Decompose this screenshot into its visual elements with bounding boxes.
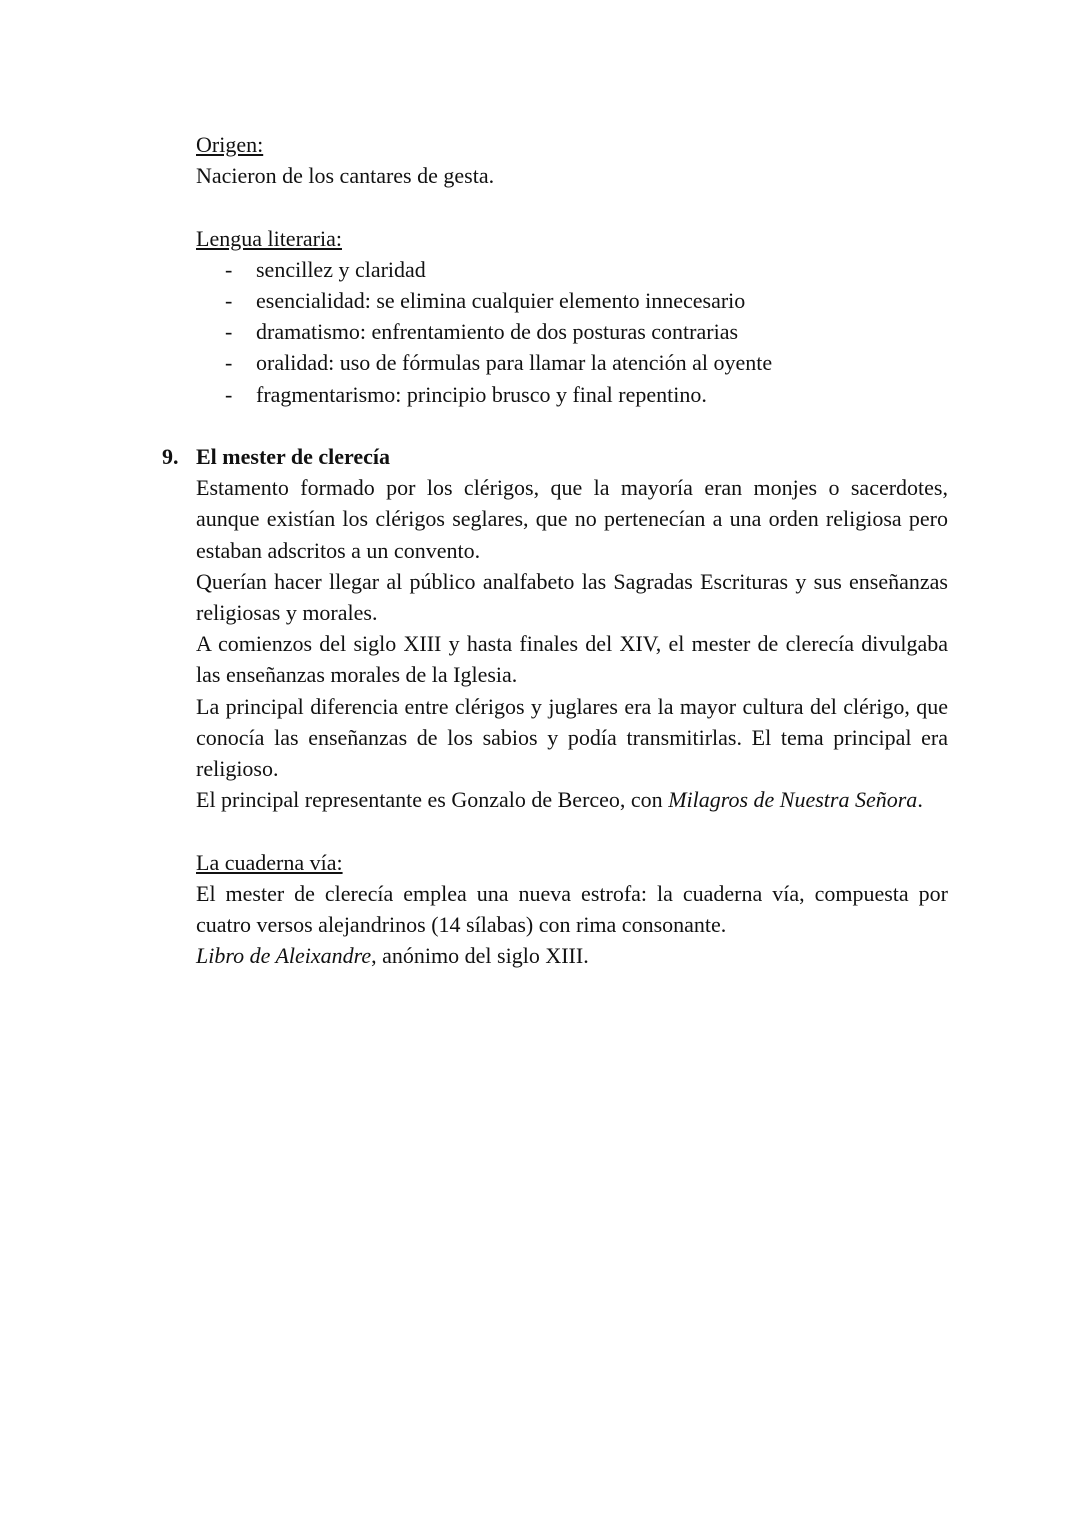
spacer xyxy=(196,815,948,846)
section-title: El mester de clerecía xyxy=(196,444,391,469)
list-item-text: dramatismo: enfrentamiento de dos posturas contrarias xyxy=(256,319,739,345)
section-heading xyxy=(162,441,948,472)
example-line xyxy=(196,940,948,971)
paragraph: Querían hacer llegar al público analfabeto las Sagradas Escrituras y sus enseñanzas religiosas y morales. xyxy=(196,568,948,626)
list-item xyxy=(196,316,948,347)
dash-bullet: - xyxy=(225,288,233,313)
document-page xyxy=(162,129,948,971)
paragraph-text: El principal representante es Gonzalo de Berceo, con xyxy=(196,787,669,813)
dash-bullet: - xyxy=(225,319,233,345)
list-item-text: fragmentarismo: principio brusco y final repentino. xyxy=(256,381,707,407)
spacer xyxy=(196,191,948,222)
lengua-list xyxy=(196,254,948,410)
paragraph: La principal diferencia entre clérigos y juglares era la mayor cultura del clérigo, que conocía las enseñanzas de los sabios y podía transmitirlas. El tema principal era religioso. xyxy=(196,693,948,782)
list-item-text: esencialidad: se elimina cualquier elemento innecesario xyxy=(256,288,746,313)
lengua-heading: Lengua literaria: xyxy=(196,225,342,251)
spacer xyxy=(196,410,948,441)
paragraph-text: , anónimo del siglo XIII. xyxy=(371,943,589,969)
paragraph-text: . xyxy=(917,787,923,813)
origen-heading: Origen: xyxy=(196,132,264,157)
paragraph: A comienzos del siglo XIII y hasta finales del XIV, el mester de clerecía divulgaba las enseñanzas morales de la Iglesia. xyxy=(196,631,948,688)
section-number: 9. xyxy=(162,444,179,469)
list-item xyxy=(196,285,948,316)
paragraph: Estamento formado por los clérigos, que la mayoría eran monjes o sacerdotes, aunque existían los clérigos seglares, que no pertenecían a una orden religiosa pero estaban adscritos a un convento. xyxy=(196,475,948,563)
work-title: Milagros de Nuestra Señora xyxy=(668,787,918,813)
list-item-text: sencillez y claridad xyxy=(256,256,426,282)
work-title: Libro de Aleixandre xyxy=(196,943,372,969)
dash-bullet: - xyxy=(225,381,233,407)
list-item xyxy=(196,254,948,285)
paragraph xyxy=(196,784,948,815)
paragraph: El mester de clerecía emplea una nueva estrofa: la cuaderna vía, compuesta por cuatro versos alejandrinos (14 sílabas) con rima consonante. xyxy=(196,880,948,938)
list-item xyxy=(196,379,948,410)
list-item xyxy=(196,347,948,378)
cuaderna-heading: La cuaderna vía: xyxy=(196,849,343,875)
dash-bullet: - xyxy=(225,350,233,376)
dash-bullet: - xyxy=(225,256,233,282)
list-item-text: oralidad: uso de fórmulas para llamar la atención al oyente xyxy=(256,350,773,376)
origen-text: Nacieron de los cantares de gesta. xyxy=(196,163,495,189)
